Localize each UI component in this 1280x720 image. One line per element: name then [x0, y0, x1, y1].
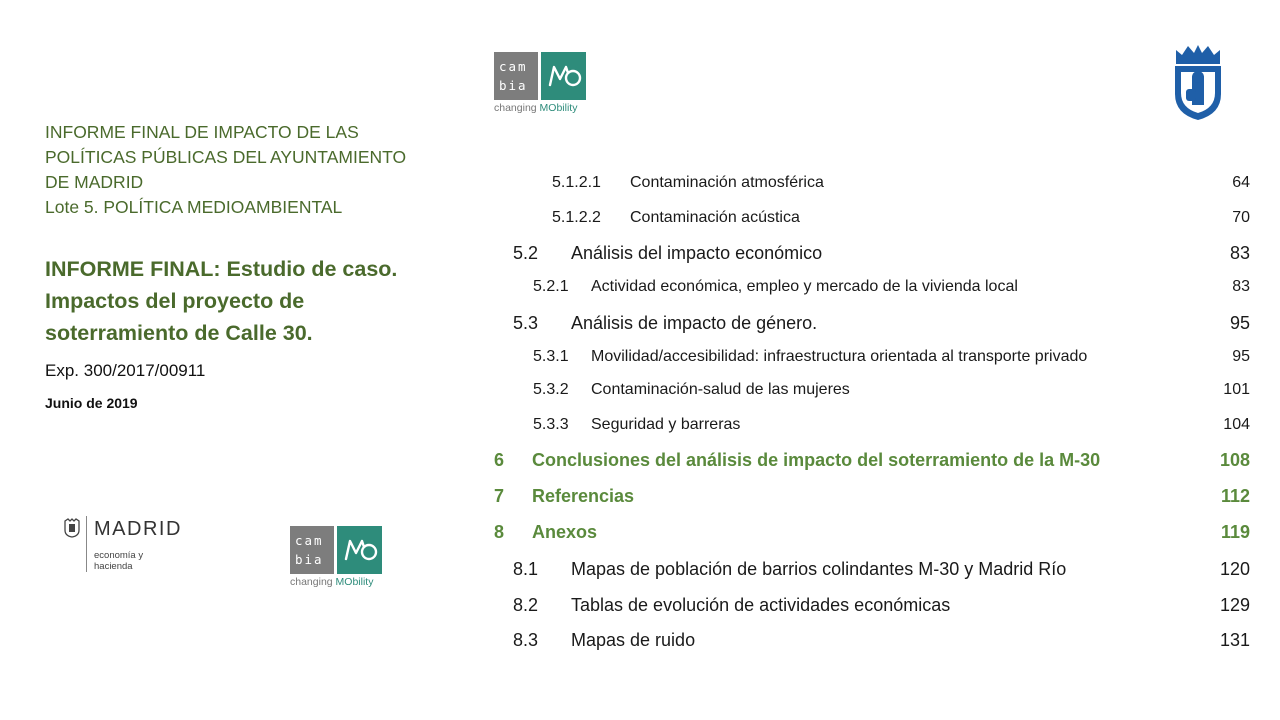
toc-entry-page: 119	[1220, 522, 1250, 542]
toc-entry[interactable]	[0, 243, 1280, 269]
toc-entry[interactable]	[0, 348, 1280, 374]
toc-entry[interactable]	[0, 630, 1280, 656]
expedient-number: Exp. 300/2017/00911	[45, 361, 206, 380]
header-line: DE MADRID	[45, 172, 144, 192]
toc-entry-number: 5.1.2.1	[552, 174, 601, 191]
madrid-logo-subtitle: economía y hacienda	[94, 550, 144, 572]
toc-entry-page: 131	[1219, 630, 1250, 650]
toc-entry-number: 8.3	[513, 630, 539, 650]
cambia-tagline: changing MObility	[290, 576, 374, 588]
toc-entry[interactable]	[0, 381, 1280, 407]
madrid-coat-of-arms-icon	[1170, 44, 1226, 122]
toc-entry-page: 112	[1220, 486, 1250, 506]
mobility-icon	[548, 63, 582, 89]
toc-entry-number: 5.3	[513, 313, 539, 333]
toc-entry-page: 70	[1232, 209, 1250, 226]
toc-entry-number: 8.2	[513, 595, 539, 615]
toc-entry-title: Contaminación acústica	[630, 209, 800, 226]
report-date: Junio de 2019	[45, 395, 138, 411]
madrid-logo-name: MADRID	[94, 518, 182, 540]
toc-entry-page: 104	[1223, 416, 1250, 433]
toc-entry-page: 95	[1229, 313, 1250, 333]
toc-entry-page: 83	[1232, 278, 1250, 295]
title-line: soterramiento de Calle 30.	[45, 321, 313, 345]
toc-entry-title: Actividad económica, empleo y mercado de la vivienda local	[591, 278, 1018, 295]
header-line: INFORME FINAL DE IMPACTO DE LAS	[45, 122, 359, 142]
toc-entry[interactable]	[0, 522, 1280, 548]
toc-entry-number: 5.3.1	[533, 348, 569, 365]
toc-entry-number: 6	[494, 450, 505, 470]
title-line: Impactos del proyecto de	[45, 289, 305, 313]
toc-entry[interactable]	[0, 595, 1280, 621]
toc-entry-number: 5.3.2	[533, 381, 569, 398]
header-line: POLÍTICAS PÚBLICAS DEL AYUNTAMIENTO	[45, 147, 407, 167]
toc-entry[interactable]	[0, 486, 1280, 512]
toc-entry-title: Análisis de impacto de género.	[571, 313, 818, 333]
cambia-tagline: changing MObility	[494, 102, 578, 114]
toc-entry-number: 5.1.2.2	[552, 209, 601, 226]
toc-entry[interactable]	[0, 278, 1280, 304]
header-line: Lote 5. POLÍTICA MEDIOAMBIENTAL	[45, 197, 343, 217]
toc-entry[interactable]	[0, 559, 1280, 585]
toc-entry-title: Contaminación atmosférica	[630, 174, 824, 191]
toc-entry-title: Análisis del impacto económico	[571, 243, 823, 263]
toc-entry-page: 64	[1232, 174, 1250, 191]
toc-entry-page: 129	[1219, 595, 1250, 615]
toc-entry-title: Referencias	[532, 486, 635, 506]
toc-entry[interactable]	[0, 416, 1280, 442]
toc-entry-page: 83	[1229, 243, 1250, 263]
toc-entry-number: 8.1	[513, 559, 539, 579]
toc-entry-title: Seguridad y barreras	[591, 416, 741, 433]
toc-entry-title: Mapas de población de barrios colindantes M-30 y Madrid Río	[571, 559, 1067, 579]
cambia-logo-top: cam bia changing MObility	[494, 52, 590, 122]
toc-entry[interactable]	[0, 313, 1280, 339]
toc-entry-number: 5.2.1	[533, 278, 569, 295]
toc-entry[interactable]	[0, 450, 1280, 476]
toc-entry-title: Contaminación-salud de las mujeres	[591, 381, 850, 398]
toc-entry-number: 5.2	[513, 243, 539, 263]
toc-entry-page: 95	[1232, 348, 1250, 365]
title-line: INFORME FINAL: Estudio de caso.	[45, 257, 398, 281]
toc-entry-number: 5.3.3	[533, 416, 569, 433]
toc-entry[interactable]	[0, 174, 1280, 200]
toc-entry[interactable]	[0, 209, 1280, 235]
toc-entry-title: Conclusiones del análisis de impacto del soterramiento de la M-30	[532, 450, 1101, 470]
toc-entry-page: 120	[1219, 559, 1250, 579]
toc-entry-title: Tablas de evolución de actividades económicas	[571, 595, 951, 615]
toc-entry-page: 101	[1223, 381, 1250, 398]
report-header	[45, 120, 445, 220]
toc-entry-title: Mapas de ruido	[571, 630, 696, 650]
toc-entry-number: 8	[494, 522, 505, 542]
toc-entry-page: 108	[1219, 450, 1250, 470]
toc-entry-number: 7	[494, 486, 505, 506]
toc-entry-title: Anexos	[532, 522, 598, 542]
cambia-logo-bottom: cam bia changing MObility	[290, 526, 386, 596]
toc-entry-title: Movilidad/accesibilidad: infraestructura orientada al transporte privado	[591, 348, 1088, 365]
